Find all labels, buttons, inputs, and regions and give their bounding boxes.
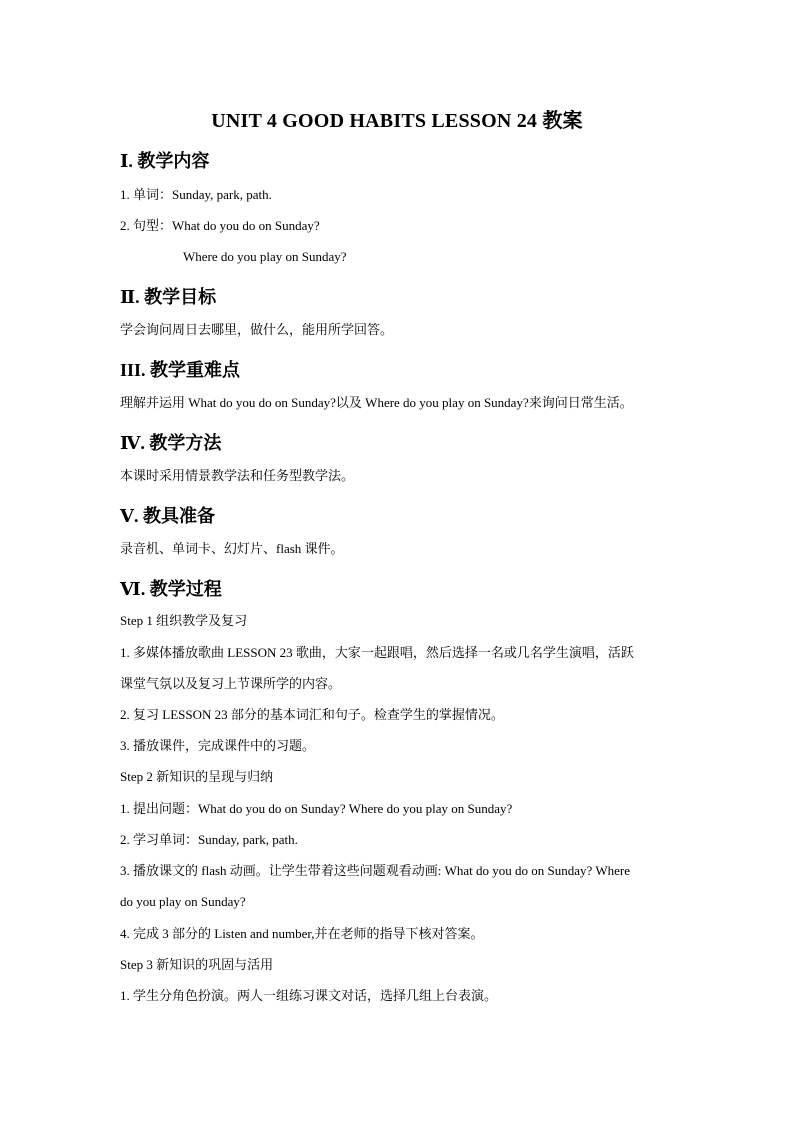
section-heading-process: Ⅵ. 教学过程 — [120, 579, 222, 599]
step1-item1-line1: 1. 多媒体播放歌曲 LESSON 23 歌曲，大家一起跟唱，然后选择一名或几名学生演唱，活跃 — [120, 645, 634, 660]
section-heading-key-points: III. 教学重难点 — [120, 360, 241, 380]
key-points-text: 理解并运用 What do you do on Sunday?以及 Where do you play on Sunday?来询问日常生活。 — [120, 395, 633, 410]
step1-item2: 2. 复习 LESSON 23 部分的基本词汇和句子。检查学生的掌握情况。 — [120, 707, 504, 722]
step2-title: Step 2 新知识的呈现与归纳 — [120, 769, 274, 784]
step1-item1-line2: 课堂气氛以及复习上节课所学的内容。 — [120, 676, 342, 691]
step3-title: Step 3 新知识的巩固与活用 — [120, 957, 274, 972]
document-title: UNIT 4 GOOD HABITS LESSON 24 教案 — [211, 110, 583, 132]
step1-title: Step 1 组织教学及复习 — [120, 613, 248, 628]
section-heading-content: Ⅰ. 教学内容 — [120, 151, 210, 171]
pattern-line-2: Where do you play on Sunday? — [183, 249, 347, 264]
section-heading-methods: Ⅳ. 教学方法 — [120, 433, 222, 453]
pattern-line-1: 2. 句型：What do you do on Sunday? — [120, 218, 320, 233]
methods-text: 本课时采用情景教学法和任务型教学法。 — [120, 468, 355, 483]
section-heading-tools: Ⅴ. 教具准备 — [120, 506, 215, 526]
step2-item3-line2: do you play on Sunday? — [120, 894, 246, 909]
step2-item1: 1. 提出问题：What do you do on Sunday? Where do you play on Sunday? — [120, 801, 513, 816]
step2-item2: 2. 学习单词：Sunday, park, path. — [120, 832, 298, 847]
goal-text: 学会询问周日去哪里，做什么，能用所学回答。 — [120, 322, 394, 337]
step2-item4: 4. 完成 3 部分的 Listen and number,并在老师的指导下核对答案。 — [120, 926, 484, 941]
step1-item3: 3. 播放课件，完成课件中的习题。 — [120, 738, 316, 753]
step3-item1: 1. 学生分角色扮演。两人一组练习课文对话，选择几组上台表演。 — [120, 988, 498, 1003]
section-heading-goals: Ⅱ. 教学目标 — [120, 287, 217, 307]
vocab-line: 1. 单词：Sunday, park, path. — [120, 187, 272, 202]
tools-text: 录音机、单词卡、幻灯片、flash 课件。 — [120, 541, 344, 556]
step2-item3-line1: 3. 播放课文的 flash 动画。让学生带着这些问题观看动画: What do you do on Sunday? Where — [120, 863, 630, 878]
